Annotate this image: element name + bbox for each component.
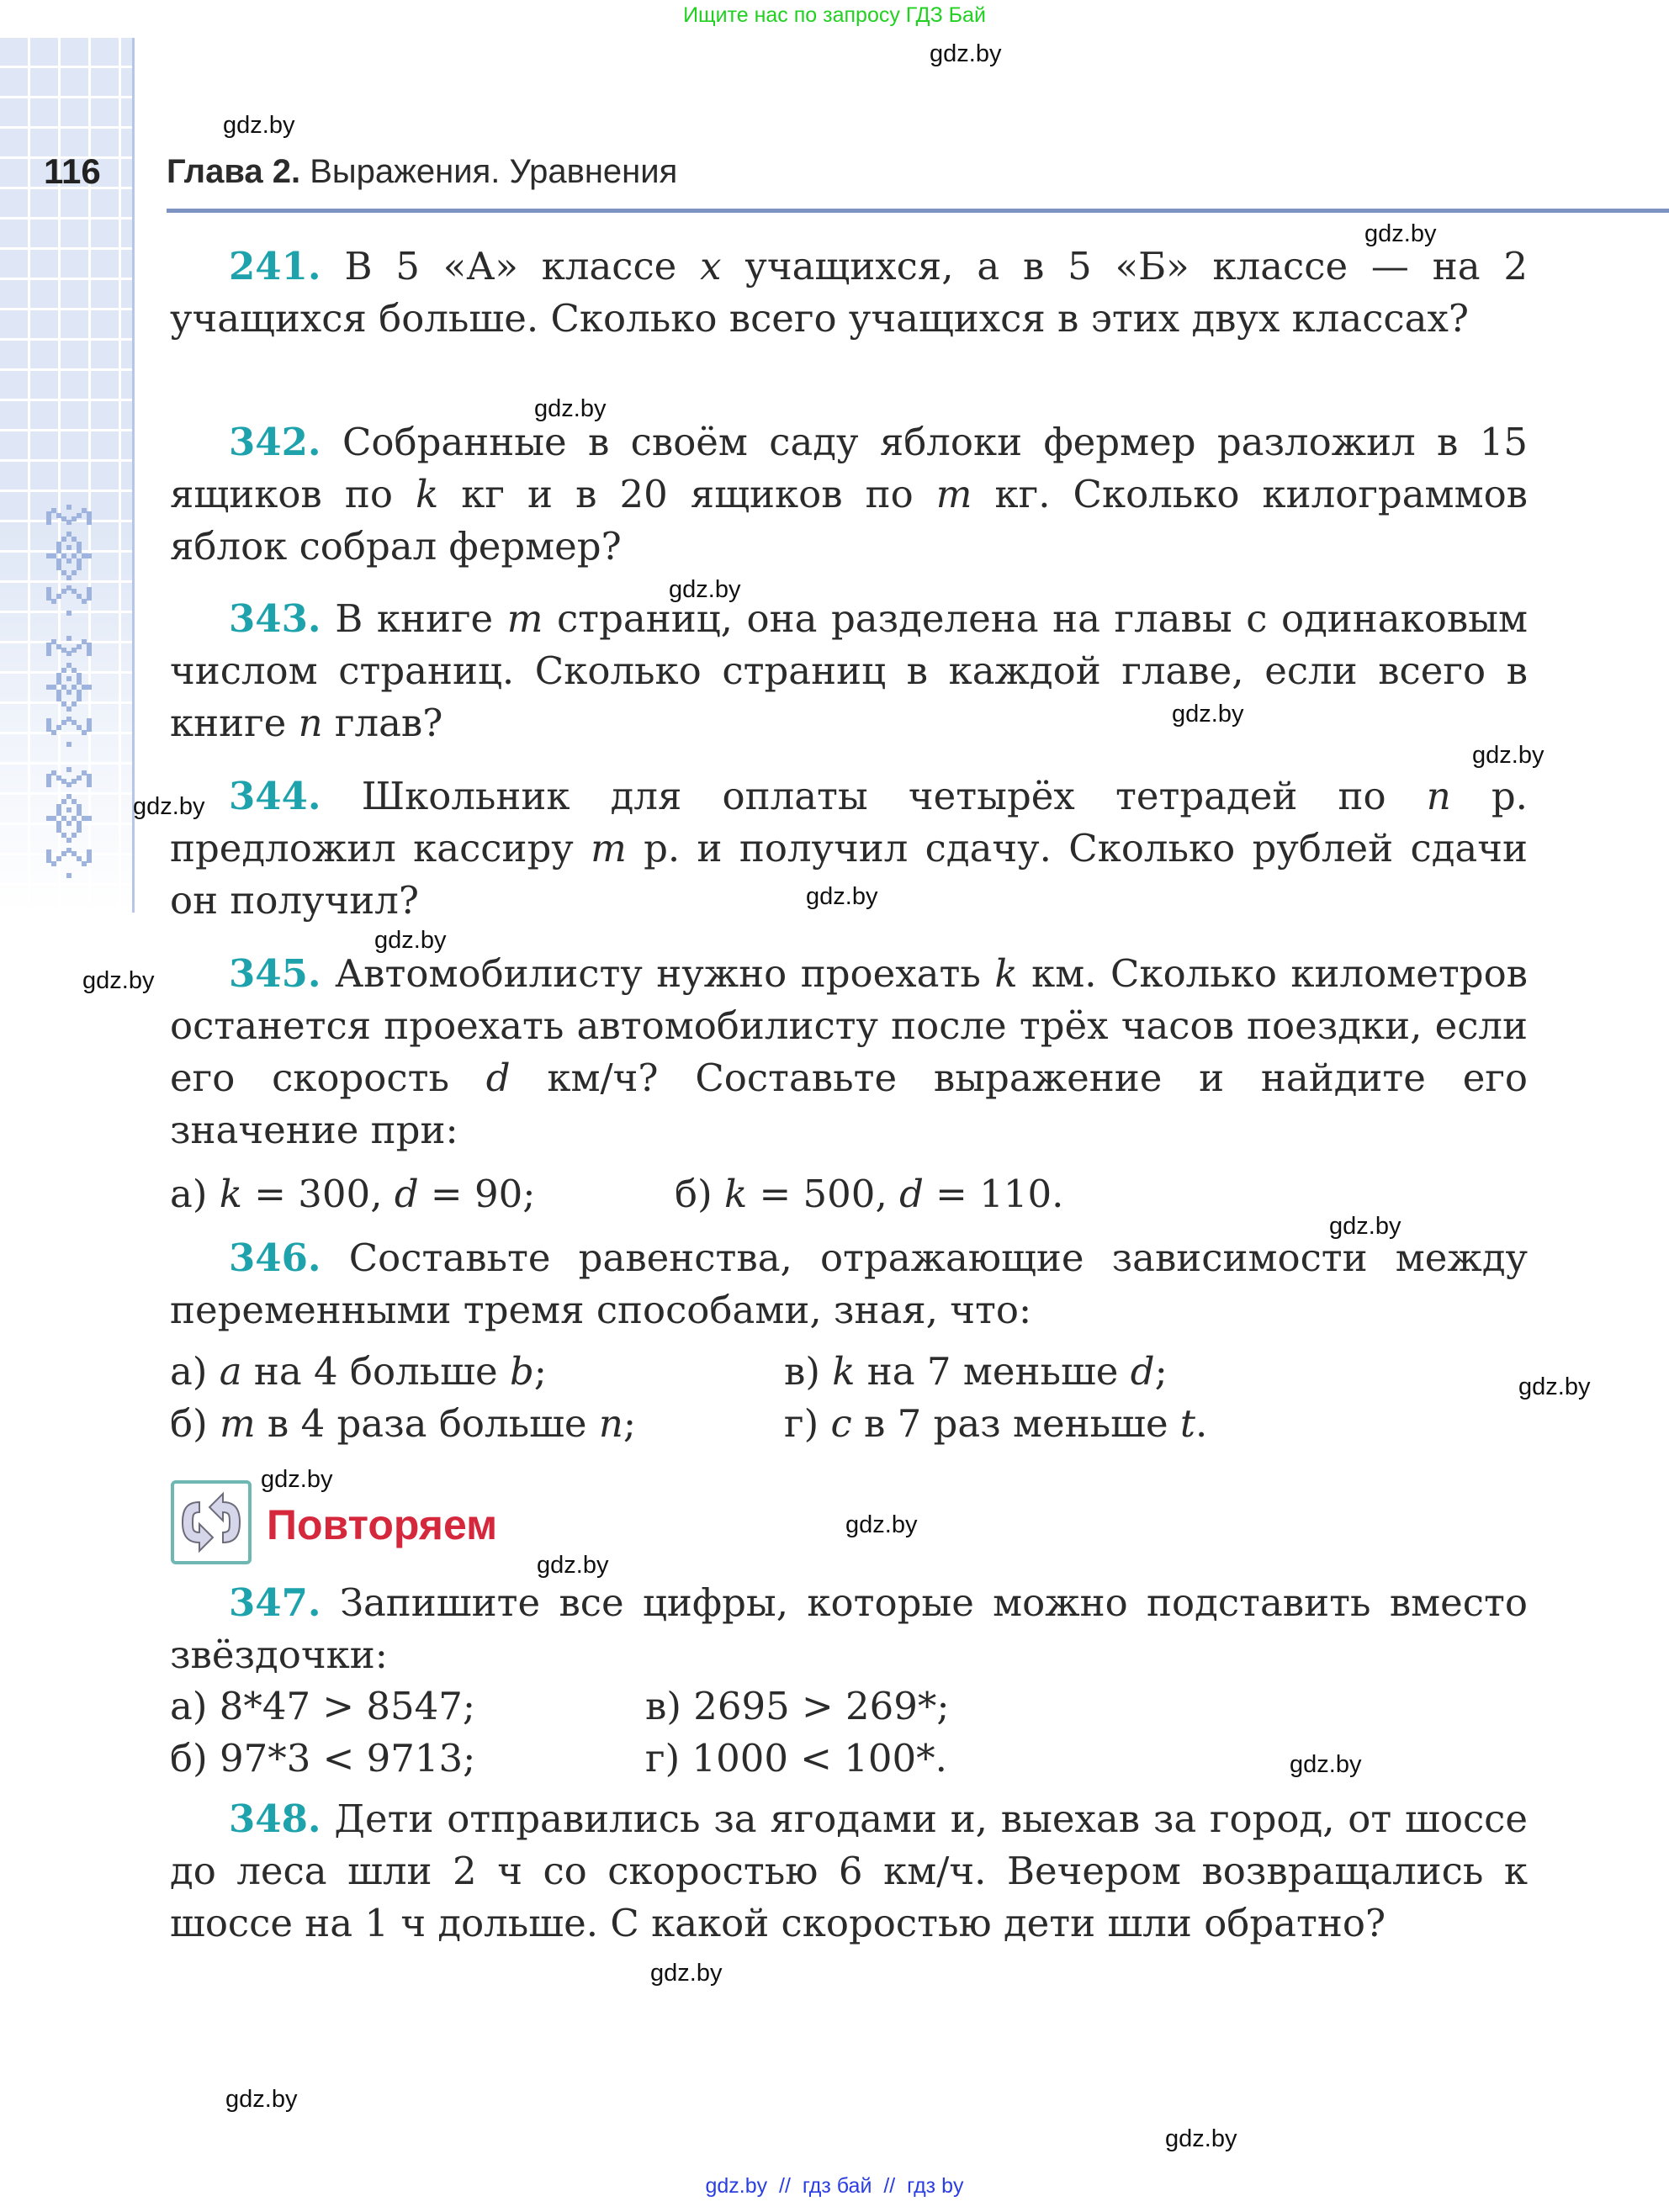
problem-346 (170, 1232, 1528, 1336)
sub-item-v: в) 2695 > 269*; (645, 1684, 950, 1728)
watermark: gdz.by (1290, 1751, 1362, 1778)
variable: n (1426, 774, 1451, 818)
problem-348 (170, 1793, 1528, 1950)
problem-text: Автомобилисту нужно проехать (335, 951, 995, 996)
watermark: gdz.by (1364, 220, 1437, 247)
sub-item-a: а) 8*47 > 8547; (170, 1684, 476, 1728)
chapter-title (167, 153, 677, 191)
sub-item-b: б) k = 500, d = 110. (675, 1172, 1064, 1216)
sub-item-b: б) m в 4 раза больше n; (170, 1401, 637, 1446)
problem-number: 344. (229, 774, 321, 818)
problem-text: кг. Сколько килограммов яблок собрал фермер? (170, 472, 1528, 569)
problem-text: Собранные в своём саду яблоки фермер разложил в 15 ящиков по (170, 420, 1528, 516)
problem-number: 348. (229, 1797, 321, 1841)
problem-344 (170, 770, 1528, 927)
watermark: gdz.by (650, 1960, 723, 1987)
problem-number: 343. (229, 596, 321, 641)
watermark: gdz.by (223, 112, 295, 139)
variable: m (506, 596, 543, 641)
page-number: 116 (44, 151, 101, 191)
problem-number: 241. (229, 244, 321, 288)
watermark: gdz.by (1172, 701, 1244, 728)
problem-343 (170, 593, 1528, 749)
watermark: gdz.by (1165, 2125, 1237, 2152)
problem-text: страниц, она разделена на главы с одинаковым числом страниц. Сколько страниц в каждой главе, если всего в книге (170, 596, 1528, 745)
watermark: gdz.by (534, 395, 607, 422)
sub-item-v: в) k на 7 меньше d; (784, 1349, 1168, 1394)
watermark: gdz.by (669, 576, 741, 603)
problem-text: В книге (335, 596, 507, 641)
problem-345 (170, 948, 1528, 1156)
watermark: gdz.by (82, 967, 155, 994)
problem-text: кг и в 20 ящиков по (438, 472, 936, 516)
watermark: gdz.by (374, 927, 447, 954)
sub-item-b: б) 97*3 < 9713; (170, 1736, 476, 1781)
problem-text: Запишите все цифры, которые можно подставить вместо звёздочки: (170, 1580, 1528, 1677)
watermark: gdz.by (133, 793, 205, 820)
problem-342 (170, 416, 1528, 573)
variable: k (994, 951, 1018, 996)
problem-text: глав? (322, 701, 443, 745)
sub-item-g: г) c в 7 раз меньше t. (784, 1401, 1208, 1446)
problem-text: км/ч? Составьте выражение и найдите его значение при: (170, 1056, 1529, 1152)
footer-links: gdz.by // гдз бай // гдз by (705, 2174, 964, 2198)
sub-item-a: а) k = 300, d = 90; (170, 1172, 536, 1216)
problem-number: 345. (229, 951, 321, 996)
watermark: gdz.by (225, 2086, 298, 2113)
problem-text: учащихся, а в 5 «Б» классе — на 2 учащихся больше. Сколько всего учащихся в этих двух классах? (170, 244, 1529, 341)
problem-text: р. и получил сдачу. Сколько рублей сдачи он получил? (170, 826, 1528, 923)
problem-number: 346. (229, 1236, 321, 1280)
watermark: gdz.by (537, 1552, 609, 1579)
watermark: gdz.by (1518, 1373, 1591, 1400)
variable: d (485, 1056, 511, 1100)
top-banner: Ищите нас по запросу ГДЗ Бай (683, 3, 986, 27)
variable: m (935, 472, 972, 516)
chapter-name: Выражения. Уравнения (300, 153, 678, 190)
chapter-label: Глава 2. (167, 153, 301, 190)
section-title-repeat: Повторяем (267, 1501, 498, 1548)
variable: m (591, 826, 627, 871)
header-divider (167, 209, 1669, 213)
sub-item-g: г) 1000 < 100*. (645, 1736, 947, 1781)
problem-text: Дети отправились за ягодами и, выехав за город, от шоссе до леса шли 2 ч со скоростью 6 км/ч. Вечером возвращались к шоссе на 1 ч дольше. С какой скоростью дети шли обратно? (170, 1797, 1528, 1945)
variable: x (700, 244, 722, 288)
watermark: gdz.by (806, 883, 878, 910)
variable: n (298, 701, 323, 745)
ornament-pattern-icon (46, 505, 97, 900)
watermark: gdz.by (261, 1466, 333, 1493)
problem-text: Школьник для оплаты четырёх тетрадей по (361, 774, 1427, 818)
watermark: gdz.by (1472, 742, 1544, 769)
repeat-cycle-icon (171, 1480, 252, 1564)
watermark: gdz.by (930, 40, 1002, 67)
variable: k (415, 472, 439, 516)
watermark: gdz.by (1329, 1213, 1401, 1240)
problem-text: В 5 «А» классе (344, 244, 701, 288)
problem-text: Составьте равенства, отражающие зависимости между переменными тремя способами, зная, что: (170, 1236, 1528, 1332)
problem-number: 347. (229, 1580, 321, 1625)
watermark: gdz.by (845, 1511, 918, 1538)
problem-number: 342. (229, 420, 321, 464)
sub-item-a: а) a на 4 больше b; (170, 1349, 547, 1394)
problem-241 (170, 241, 1528, 345)
problem-text: р. предложил кассиру (170, 774, 1528, 871)
problem-text: км. Сколько километров останется проехать автомобилисту после трёх часов поездки, если его скорость (170, 951, 1528, 1100)
problem-347 (170, 1577, 1528, 1681)
